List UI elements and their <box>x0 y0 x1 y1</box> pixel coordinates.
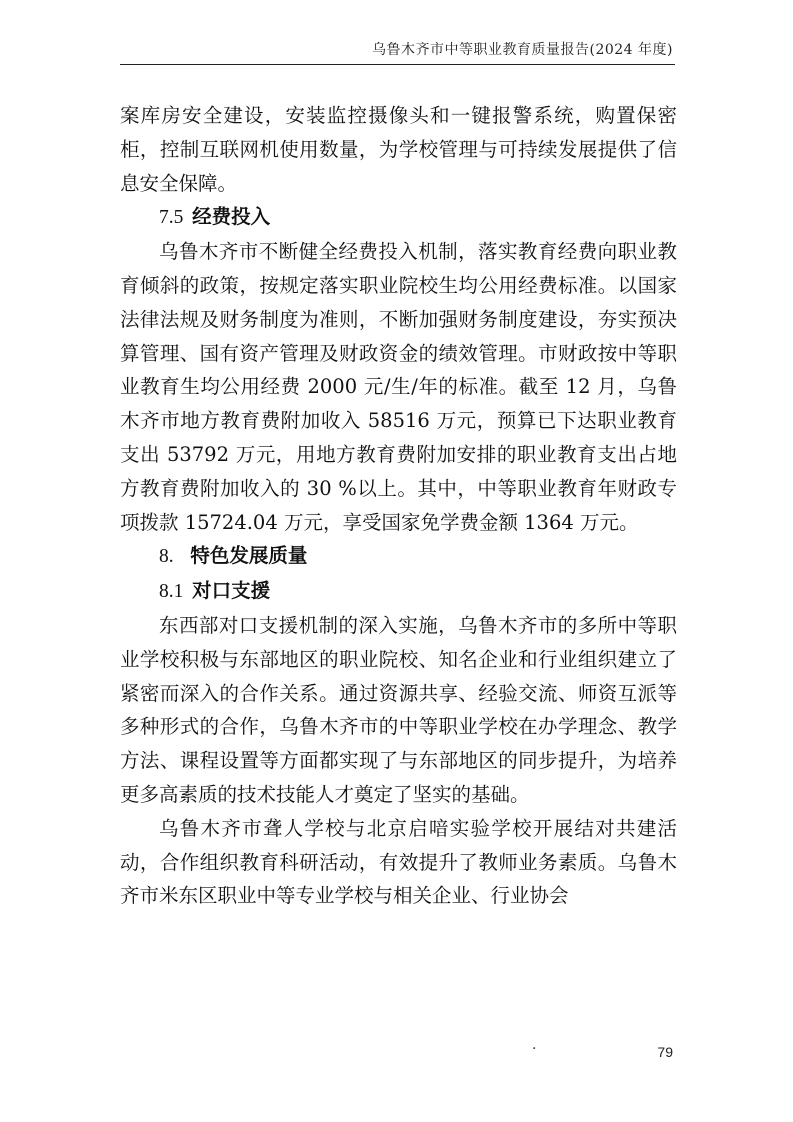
header-divider <box>120 64 675 65</box>
paragraph-funding: 乌鲁木齐市不断健全经费投入机制，落实教育经费向职业教育倾斜的政策，按规定落实职业院校生均公用经费标准。以国家法律法规及财务制度为准则，不断加强财务制度建设，夯实预决算管理、国有资产管理及财政资金的绩效管理。市财政按中等职业教育生均公用经费 2000 元/生/年的标准。截至 12 月，乌鲁木齐市地方教育费附加收入 58516 万元，预算已下达职业教育支出 53792 万元，用地方教育费附加安排的职业教育支出占地方教育费附加收入的 30 %以上。其中，中等职业教育年财政专项拨款 15724.04 万元，享受国家免学费金额 1364 万元。 <box>120 240 677 534</box>
footer-dot: · <box>532 1041 537 1057</box>
section-heading-7-5 <box>120 200 677 235</box>
page-body <box>120 99 677 913</box>
header-title: 乌鲁木齐市中等职业教育质量报告(2024 年度) <box>371 42 673 58</box>
section-title: 经费投入 <box>192 205 271 229</box>
section-number: 7.5 <box>159 207 184 229</box>
section-heading-8 <box>120 539 677 574</box>
section-title: 对口支援 <box>192 579 271 603</box>
paragraph-school-partnership: 乌鲁木齐市聋人学校与北京启喑实验学校开展结对共建活动，合作组织教育科研活动，有效提升了教师业务素质。乌鲁木齐市米东区职业中等专业学校与相关企业、行业协会 <box>120 816 677 908</box>
section-number: 8. <box>159 546 174 568</box>
page-number: 79 <box>657 1044 673 1060</box>
paragraph-counterpart-support: 东西部对口支援机制的深入实施，乌鲁木齐市的多所中等职业学校积极与东部地区的职业院校、知名企业和行业组织建立了紧密而深入的合作关系。通过资源共享、经验交流、师资互派等多种形式的合作，乌鲁木齐市的中等职业学校在办学理念、教学方法、课程设置等方面都实现了与东部地区的同步提升，为培养更多高素质的技术技能人才奠定了坚实的基础。 <box>120 613 677 806</box>
paragraph-continuation: 案库房安全建设，安装监控摄像头和一键报警系统，购置保密柜，控制互联网机使用数量，为学校管理与可持续发展提供了信息安全保障。 <box>120 104 677 195</box>
section-heading-8-1 <box>120 574 677 609</box>
section-title: 特色发展质量 <box>190 544 308 568</box>
section-number: 8.1 <box>159 581 184 603</box>
